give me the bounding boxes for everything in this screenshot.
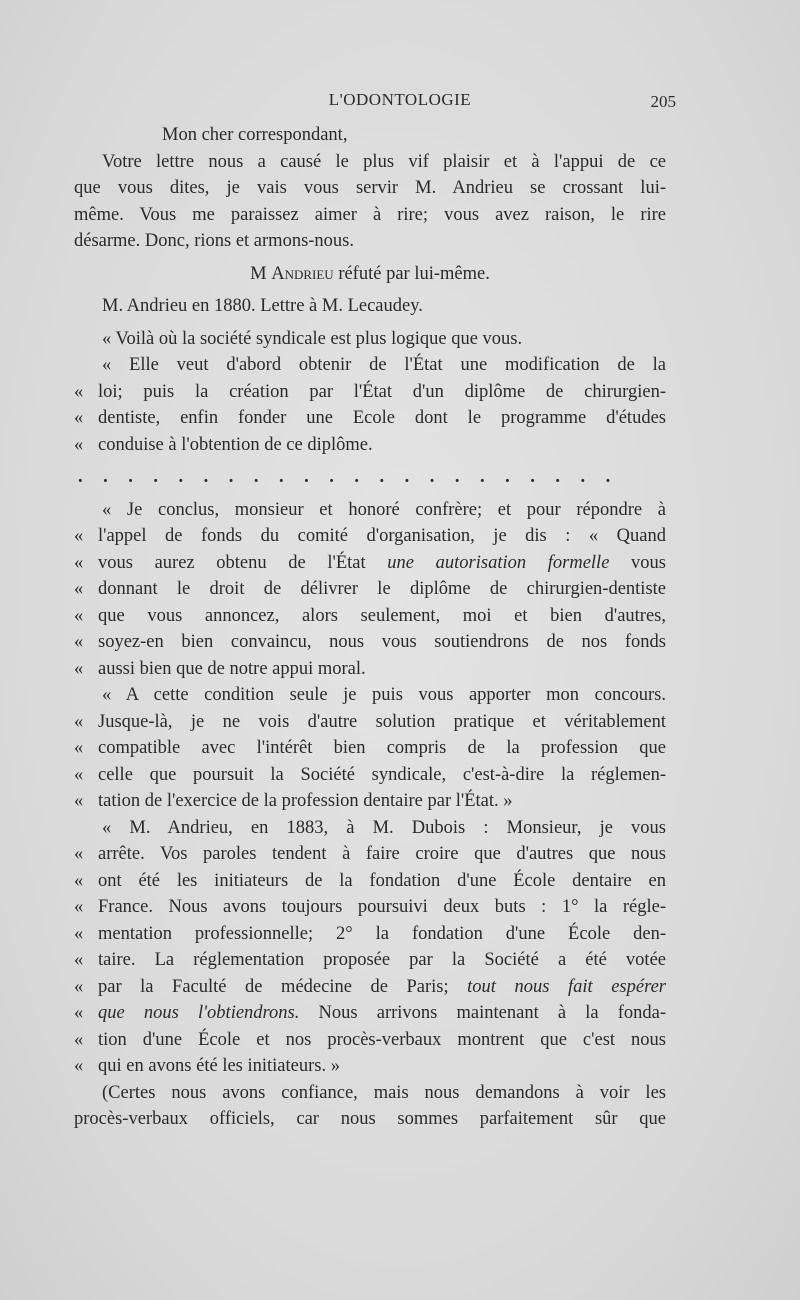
quote-line: « M. Andrieu, en 1883, à M. Dubois : Monsieur, je vous <box>102 817 666 838</box>
quote-mark: « <box>74 897 84 917</box>
quote-mark: « <box>74 632 84 652</box>
quote-mark: « <box>74 950 84 970</box>
quote-line: « donnant le droit de délivrer le diplôme de chirurgien-dentiste <box>74 576 666 603</box>
paragraph-line: même. Vous me paraissez aimer à rire; vous avez raison, le rire <box>74 204 666 225</box>
page-number: 205 <box>650 92 676 111</box>
quote-mark: « <box>74 1029 84 1050</box>
salutation: Mon cher correspondant, <box>162 125 348 145</box>
ellipsis-dots: ...................... <box>78 467 631 487</box>
quote-mark: « <box>74 738 84 758</box>
quote-mark: « <box>74 844 84 864</box>
paragraph-line: procès-verbaux officiels, car nous sommes parfaitement sûr que <box>74 1109 666 1129</box>
quote-line: « France. Nous avons toujours poursuivi deux buts : 1° la régle- <box>74 894 666 921</box>
quote-line: « soyez-en bien convaincu, nous vous soutiendrons de nos fonds <box>74 629 666 656</box>
quote-line: « aussi bien que de notre appui moral. <box>74 656 666 683</box>
quote-line: « Jusque-là, je ne vois d'autre solution pratique et véritablement <box>74 709 666 736</box>
quote-mark: « <box>74 658 84 679</box>
quote-mark: « <box>74 1003 84 1023</box>
quote-mark: « <box>74 764 84 785</box>
quote-line: « taire. La réglementation proposée par la Société a été votée <box>74 947 666 974</box>
quote-mark: « <box>74 923 84 944</box>
quote-line: « l'appel de fonds du comité d'organisation, je dis : « Quand <box>74 523 666 550</box>
quote-mark: « <box>74 976 84 997</box>
quote-line: « qui en avons été les initiateurs. » <box>74 1053 666 1080</box>
quote-line: « par la Faculté de médecine de Paris; tout nous fait espérer <box>74 974 666 1001</box>
body-text <box>74 122 666 1133</box>
quote-mark: « <box>74 605 84 626</box>
quote-mark: « <box>74 1056 84 1076</box>
quote-line: « Voilà où la société syndicale est plus logique que vous. <box>102 328 523 349</box>
quote-line: « dentiste, enfin fonder une Ecole dont le programme d'études <box>74 405 666 432</box>
quote-line: « Elle veut d'abord obtenir de l'État une modification de la <box>102 355 666 375</box>
quote-line: « loi; puis la création par l'État d'un diplôme de chirurgien- <box>74 379 666 406</box>
quote-line: « que vous annoncez, alors seulement, moi et bien d'autres, <box>74 603 666 630</box>
page-header <box>0 90 800 114</box>
quote-line: « mentation professionnelle; 2° la fondation d'une École den- <box>74 921 666 948</box>
paragraph-line: Votre lettre nous a causé le plus vif plaisir et à l'appui de ce <box>102 151 666 172</box>
quote-mark: « <box>74 579 84 599</box>
running-title: L'ODONTOLOGIE <box>328 90 472 109</box>
quote-mark: « <box>74 870 84 891</box>
quote-mark: « <box>74 381 84 402</box>
quote-line: « tion d'une École et nos procès-verbaux montrent que c'est nous <box>74 1027 666 1054</box>
emphasis: une autorisation formelle <box>387 552 610 573</box>
quote-mark: « <box>74 434 84 455</box>
quote-line: « conduise à l'obtention de ce diplôme. <box>74 432 666 459</box>
quote-line: « arrête. Vos paroles tendent à faire croire que d'autres que nous <box>74 841 666 868</box>
paragraph-line: désarme. Donc, rions et armons-nous. <box>74 231 355 251</box>
section-heading: M Andrieu réfuté par lui-même. <box>250 263 490 284</box>
paragraph-line: (Certes nous avons confiance, mais nous demandons à voir les <box>102 1082 666 1103</box>
quote-line: « vous aurez obtenu de l'État une autorisation formelle vous <box>74 550 666 577</box>
quote-line: « Je conclus, monsieur et honoré confrère; et pour répondre à <box>102 499 666 520</box>
paragraph-line: que vous dites, je vais vous servir M. Andrieu se crossant lui- <box>74 178 666 198</box>
emphasis: tout nous fait espérer <box>467 976 666 997</box>
quote-line: « ont été les initiateurs de la fondation d'une École dentaire en <box>74 868 666 895</box>
quote-line: « tation de l'exercice de la profession dentaire par l'État. » <box>74 788 666 815</box>
letter-intro: M. Andrieu en 1880. Lettre à M. Lecaudey. <box>102 296 423 316</box>
quote-mark: « <box>74 711 84 732</box>
quote-line: « A cette condition seule je puis vous apporter mon concours. <box>102 685 666 705</box>
quote-mark: « <box>74 408 84 428</box>
quote-mark: « <box>74 526 84 546</box>
quote-mark: « <box>74 791 84 811</box>
emphasis: que nous l'obtiendrons. <box>98 1003 300 1023</box>
quote-line: « que nous l'obtiendrons. Nous arrivons maintenant à la fonda- <box>74 1000 666 1027</box>
quote-mark: « <box>74 552 84 573</box>
heading-name: Andrieu <box>271 263 334 284</box>
quote-line: « celle que poursuit la Société syndicale, c'est-à-dire la réglemen- <box>74 762 666 789</box>
quote-line: « compatible avec l'intérêt bien compris de la profession que <box>74 735 666 762</box>
